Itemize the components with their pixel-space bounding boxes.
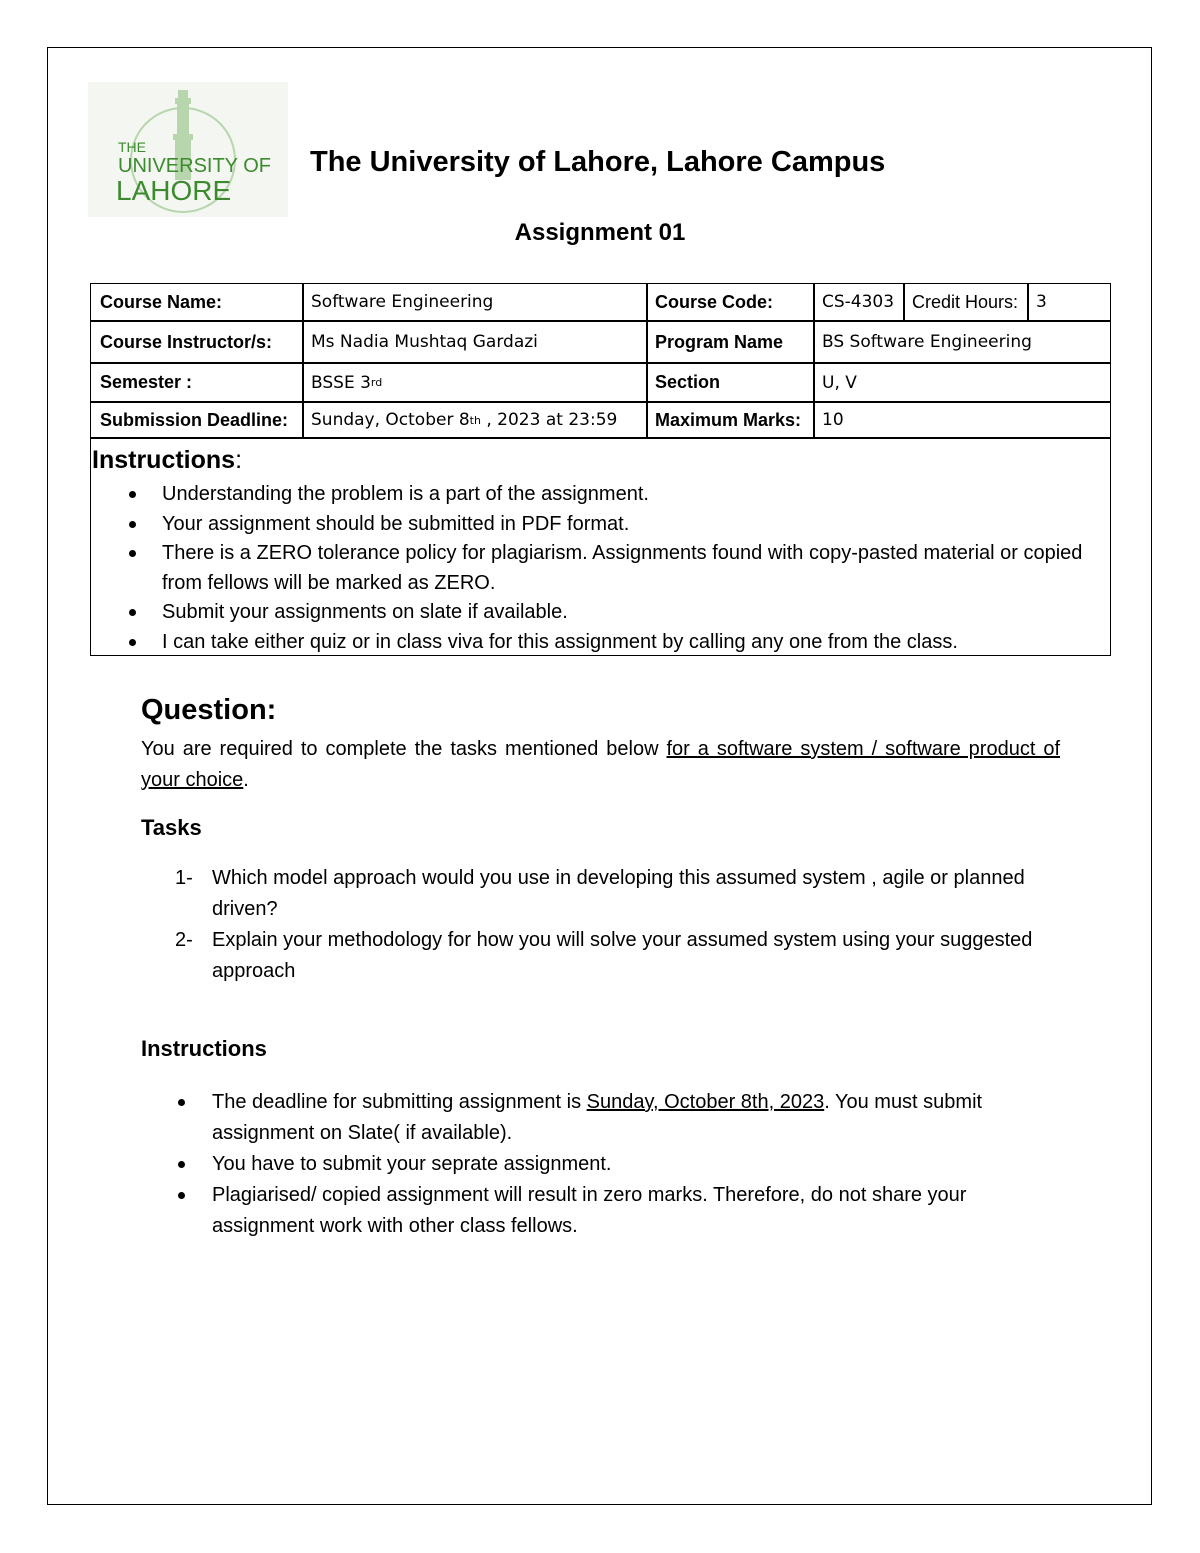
svg-text:LAHORE: LAHORE bbox=[116, 175, 232, 206]
task-item bbox=[175, 925, 1042, 987]
list-item: The deadline for submitting assignment is Sunday, October 8th, 2023. You must submit assignment on Slate( if available). bbox=[212, 1087, 1062, 1149]
question-heading: Question: bbox=[141, 694, 277, 726]
list-item: I can take either quiz or in class viva for this assignment by calling any one from the class. bbox=[162, 628, 1102, 658]
deadline-value: Sunday, October 8 th , 2023 at 23:59 bbox=[311, 410, 618, 430]
task-text: Explain your methodology for how you will solve your assumed system using your suggested approach bbox=[212, 929, 1033, 982]
semester-label: Semester : bbox=[100, 372, 193, 392]
instructions2-heading: Instructions bbox=[141, 1036, 267, 1061]
course-name-value: Software Engineering bbox=[311, 292, 494, 312]
credit-hours-label: Credit Hours: bbox=[912, 291, 1019, 312]
credit-hours-value: 3 bbox=[1036, 292, 1047, 312]
list-item: You have to submit your seprate assignment. bbox=[212, 1149, 1062, 1180]
deadline-label: Submission Deadline: bbox=[100, 409, 289, 430]
course-name-label: Course Name: bbox=[100, 291, 223, 312]
max-marks-value: 10 bbox=[822, 410, 844, 430]
instructions2-list bbox=[212, 1087, 1062, 1242]
university-logo bbox=[88, 82, 288, 217]
instructor-label: Course Instructor/s: bbox=[100, 331, 273, 352]
program-label: Program Name bbox=[655, 331, 784, 352]
semester-value: BSSE 3 rd bbox=[311, 372, 383, 393]
instructions-heading: Instructions: bbox=[92, 446, 243, 474]
task-number: 1- bbox=[175, 867, 193, 889]
course-code-value: CS-4303 bbox=[822, 292, 895, 312]
instructions-list bbox=[162, 480, 1102, 657]
list-item: Your assignment should be submitted in PDF format. bbox=[162, 510, 1102, 540]
section-label: Section bbox=[655, 372, 721, 392]
task-text: Which model approach would you use in developing this assumed system , agile or planned driven? bbox=[212, 867, 1025, 920]
max-marks-label: Maximum Marks: bbox=[655, 409, 802, 430]
university-title: The University of Lahore, Lahore Campus bbox=[310, 146, 886, 178]
tasks-list bbox=[175, 863, 1042, 987]
svg-text:UNIVERSITY OF: UNIVERSITY OF bbox=[118, 155, 271, 177]
list-item: Understanding the problem is a part of the assignment. bbox=[162, 480, 1102, 510]
list-item: There is a ZERO tolerance policy for plagiarism. Assignments found with copy-pasted material or copied from fellows will be marked as ZERO. bbox=[162, 539, 1102, 598]
question-text: You are required to complete the tasks mentioned below for a software system / software product of your choice. bbox=[141, 738, 1060, 791]
task-number: 2- bbox=[175, 929, 193, 951]
list-item: Submit your assignments on slate if available. bbox=[162, 598, 1102, 628]
assignment-title: Assignment 01 bbox=[514, 219, 686, 246]
list-item: Plagiarised/ copied assignment will result in zero marks. Therefore, do not share your assignment work with other class fellows. bbox=[212, 1180, 1062, 1242]
course-code-label: Course Code: bbox=[655, 291, 774, 312]
instructor-value: Ms Nadia Mushtaq Gardazi bbox=[311, 332, 538, 352]
svg-text:THE: THE bbox=[118, 139, 146, 155]
section-value: U, V bbox=[822, 372, 857, 393]
task-item bbox=[175, 863, 1042, 925]
program-value: BS Software Engineering bbox=[822, 332, 1032, 352]
tasks-heading: Tasks bbox=[141, 815, 202, 840]
